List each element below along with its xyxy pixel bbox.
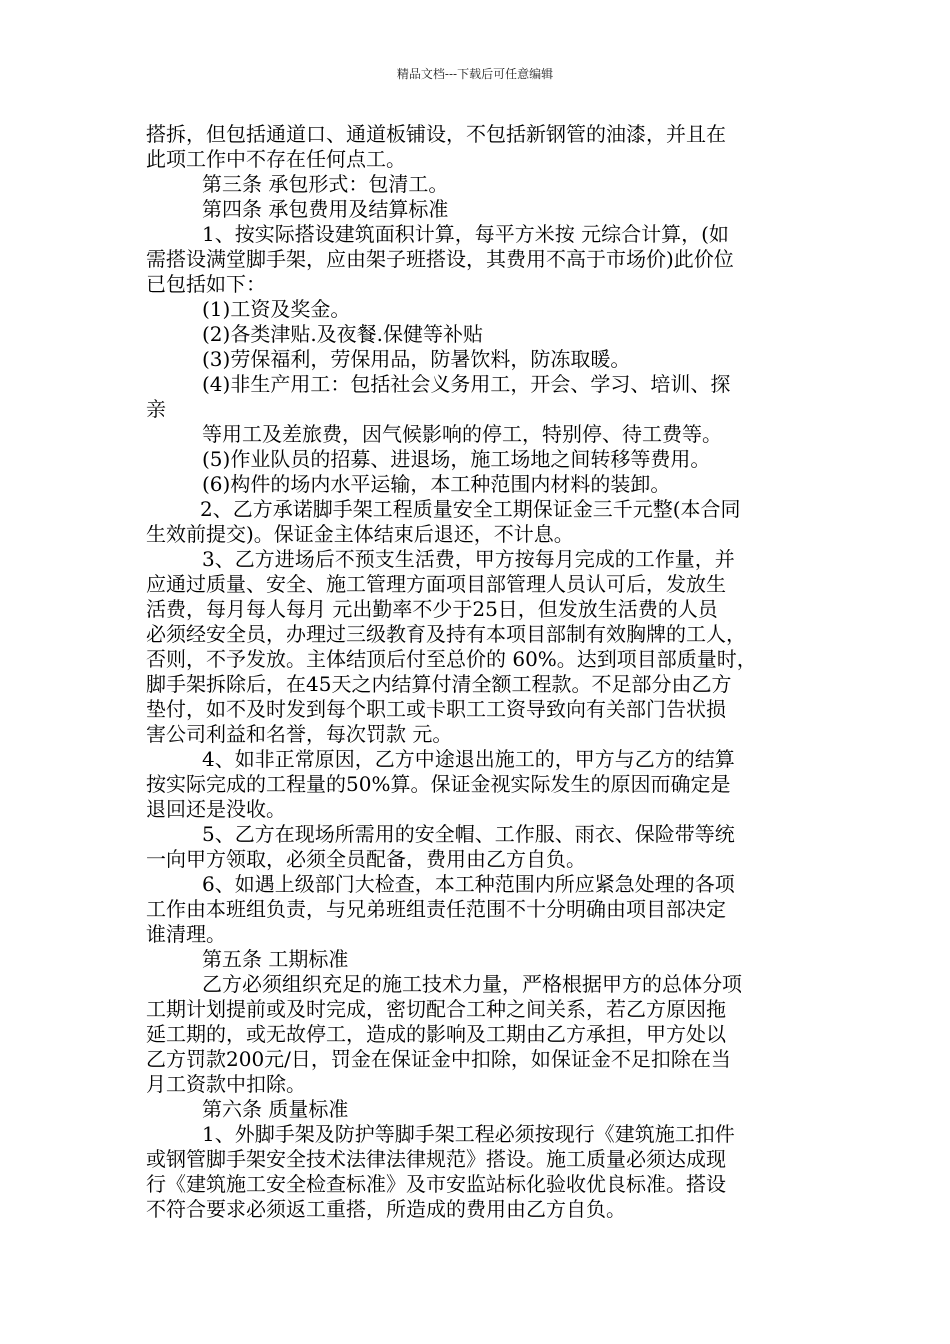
- text-line: 不符合要求必须返工重搭，所造成的费用由乙方自负。: [146, 1197, 626, 1221]
- text-line: 应通过质量、安全、施工管理方面项目部管理人员认可后，发放生: [146, 572, 726, 596]
- text-line: 垫付，如不及时发到每个职工或卡职工工资导致向有关部门告状损: [146, 697, 726, 721]
- text-line: 6、如遇上级部门大检查，本工种范围内所应紧急处理的各项: [202, 872, 735, 896]
- article-heading: 第四条 承包费用及结算标准: [202, 197, 449, 221]
- list-item: (3)劳保福利，劳保用品，防暑饮料，防冻取暖。: [202, 347, 631, 371]
- text-line: 此项工作中不存在任何点工。: [146, 147, 406, 171]
- page-header: 精品文档---下载后可任意编辑: [396, 67, 554, 81]
- text-line: 活费，每月每人每月 元出勤率不少于25日，但发放生活费的人员: [146, 597, 718, 621]
- text-line: 否则，不予发放。主体结顶后付至总价的 60%。达到项目部质量时，: [146, 647, 757, 671]
- text-line: 按实际完成的工程量的50%算。保证金视实际发生的原因而确定是: [146, 772, 731, 796]
- text-line: 害公司利益和名誉，每次罚款 元。: [146, 722, 453, 746]
- text-line: 工作由本班组负责，与兄弟班组责任范围不十分明确由项目部决定: [146, 897, 726, 921]
- text-line: 行《建筑施工安全检查标准》及市安监站标化验收优良标准。搭设: [146, 1172, 726, 1196]
- text-line: 脚手架拆除后，在45天之内结算付清全额工程款。不足部分由乙方: [146, 672, 732, 696]
- text-line: 乙方罚款200元/日，罚金在保证金中扣除，如保证金不足扣除在当: [146, 1047, 731, 1071]
- text-line: 一向甲方领取，必须全员配备，费用由乙方自负。: [146, 847, 586, 871]
- article-heading: 第三条 承包形式：包清工。: [202, 172, 449, 196]
- article-heading: 第六条 质量标准: [202, 1097, 349, 1121]
- text-line: 谁清理。: [146, 922, 226, 946]
- text-line: 5、乙方在现场所需用的安全帽、工作服、雨衣、保险带等统: [202, 822, 735, 846]
- text-line: 1、外脚手架及防护等脚手架工程必须按现行《建筑施工扣件: [202, 1122, 735, 1146]
- text-line: 退回还是没收。: [146, 797, 286, 821]
- text-line: 生效前提交)。保证金主体结束后退还，不计息。: [146, 522, 574, 546]
- list-item: (2)各类津贴.及夜餐.保健等补贴: [202, 322, 484, 346]
- text-line: 搭拆，但包括通道口、通道板铺设，不包括新钢管的油漆，并且在: [146, 122, 726, 146]
- text-line: 或钢管脚手架安全技术法律法律规范》搭设。施工质量必须达成现: [146, 1147, 726, 1171]
- text-line: 月工资款中扣除。: [146, 1072, 306, 1096]
- text-line: 亲: [146, 397, 166, 421]
- list-item: (4)非生产用工：包括社会义务用工，开会、学习、培训、探: [202, 372, 731, 396]
- text-line: 3、乙方进场后不预支生活费，甲方按每月完成的工作量，并: [202, 547, 735, 571]
- text-line: 延工期的，或无故停工，造成的影响及工期由乙方承担，甲方处以: [146, 1022, 726, 1046]
- list-item: (6)构件的场内水平运输，本工种范围内材料的装卸。: [202, 472, 671, 496]
- list-item: (5)作业队员的招募、进退场，施工场地之间转移等费用。: [202, 447, 711, 471]
- text-line: 已包括如下：: [146, 272, 266, 296]
- list-item: (1)工资及奖金。: [202, 297, 351, 321]
- text-line: 需搭设满堂脚手架，应由架子班搭设，其费用不高于市场价)此价位: [146, 247, 734, 271]
- text-line: 等用工及差旅费，因气候影响的停工，特别停、待工费等。: [202, 422, 722, 446]
- text-line: 工期计划提前或及时完成，密切配合工种之间关系，若乙方原因拖: [146, 997, 726, 1021]
- text-line: 必须经安全员，办理过三级教育及持有本项目部制有效胸牌的工人，: [146, 622, 746, 646]
- text-line: 乙方必须组织充足的施工技术力量，严格根据甲方的总体分项: [202, 972, 742, 996]
- text-line: 1、按实际搭设建筑面积计算，每平方米按 元综合计算，(如: [202, 222, 729, 246]
- text-line: 2、乙方承诺脚手架工程质量安全工期保证金三千元整(本合同: [200, 497, 741, 521]
- article-heading: 第五条 工期标准: [202, 947, 349, 971]
- text-line: 4、如非正常原因，乙方中途退出施工的，甲方与乙方的结算: [202, 747, 735, 771]
- document-body: [146, 122, 810, 1222]
